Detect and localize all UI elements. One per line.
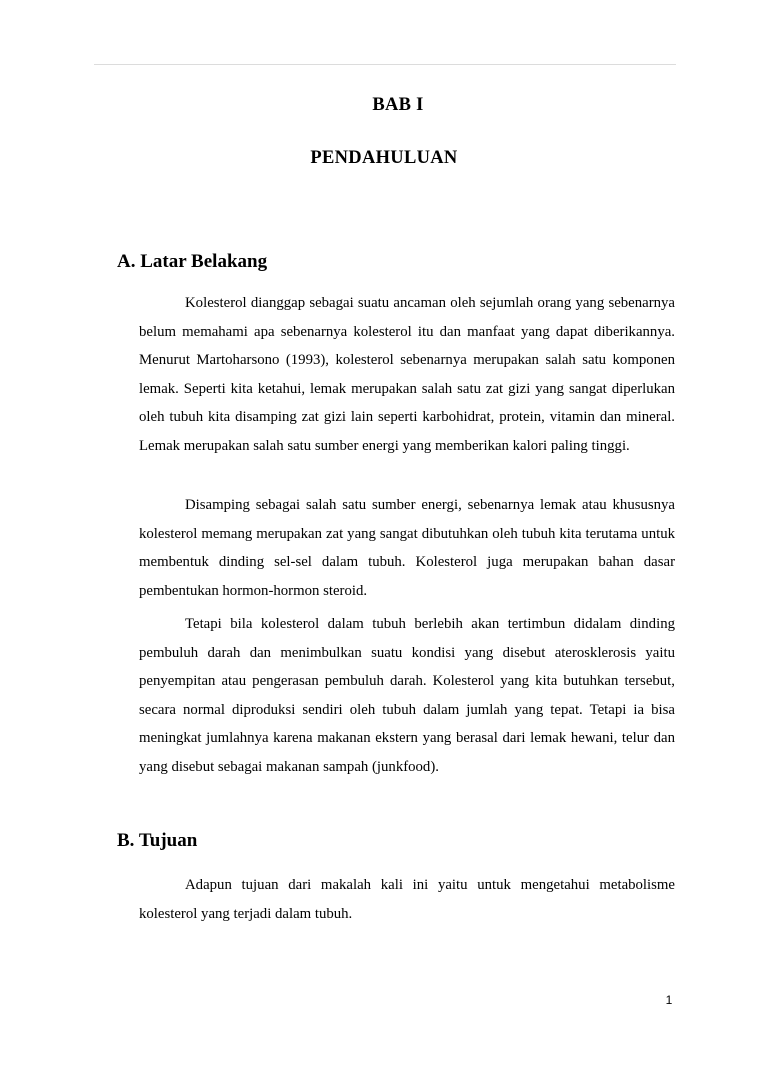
paragraph-tujuan-1: Adapun tujuan dari makalah kali ini yaitu untuk mengetahui metabolisme kolesterol yang terjadi dalam tubuh. bbox=[139, 877, 675, 922]
section-heading-latar-belakang: A. Latar Belakang bbox=[117, 251, 268, 272]
paragraph-latar-belakang-3: Tetapi bila kolesterol dalam tubuh berlebih akan tertimbun didalam dinding pembuluh darah dan menimbulkan suatu kondisi yang disebut aterosklerosis yaitu penyempitan atau pengerasan pembuluh darah. Kolesterol yang kita butuhkan tersebut, secara normal diproduksi sendiri oleh tubuh dalam jumlah yang tepat. Tetapi ia bisa meningkat jumlahnya karena makanan ekstern yang berasal dari lemak hewani, telur dan yang disebut sebagai makanan sampah (junkfood). bbox=[139, 616, 675, 775]
chapter-title: PENDAHULUAN bbox=[310, 148, 458, 168]
section-heading-tujuan: B. Tujuan bbox=[117, 830, 198, 851]
header-divider bbox=[94, 64, 676, 65]
paragraph-latar-belakang-1: Kolesterol dianggap sebagai suatu ancaman oleh sejumlah orang yang sebenarnya belum memahami apa sebenarnya kolesterol itu dan manfaat yang dapat diberikannya. Menurut Martoharsono (1993), kolesterol sebenarnya merupakan salah satu komponen lemak. Seperti kita ketahui, lemak merupakan salah satu zat gizi yang sangat diperlukan oleh tubuh kita disamping zat gizi lain seperti karbohidrat, protein, vitamin dan mineral. Lemak merupakan salah satu sumber energi yang memberikan kalori paling tinggi. bbox=[139, 295, 675, 454]
paragraph-latar-belakang-2: Disamping sebagai salah satu sumber energi, sebenarnya lemak atau khususnya kolesterol memang merupakan zat yang sangat dibutuhkan oleh tubuh kita terutama untuk membentuk dinding sel-sel dalam tubuh. Kolesterol juga merupakan bahan dasar pembentukan hormon-hormon steroid. bbox=[139, 497, 675, 599]
chapter-number: BAB I bbox=[372, 95, 424, 115]
page-number: 1 bbox=[665, 993, 673, 1007]
